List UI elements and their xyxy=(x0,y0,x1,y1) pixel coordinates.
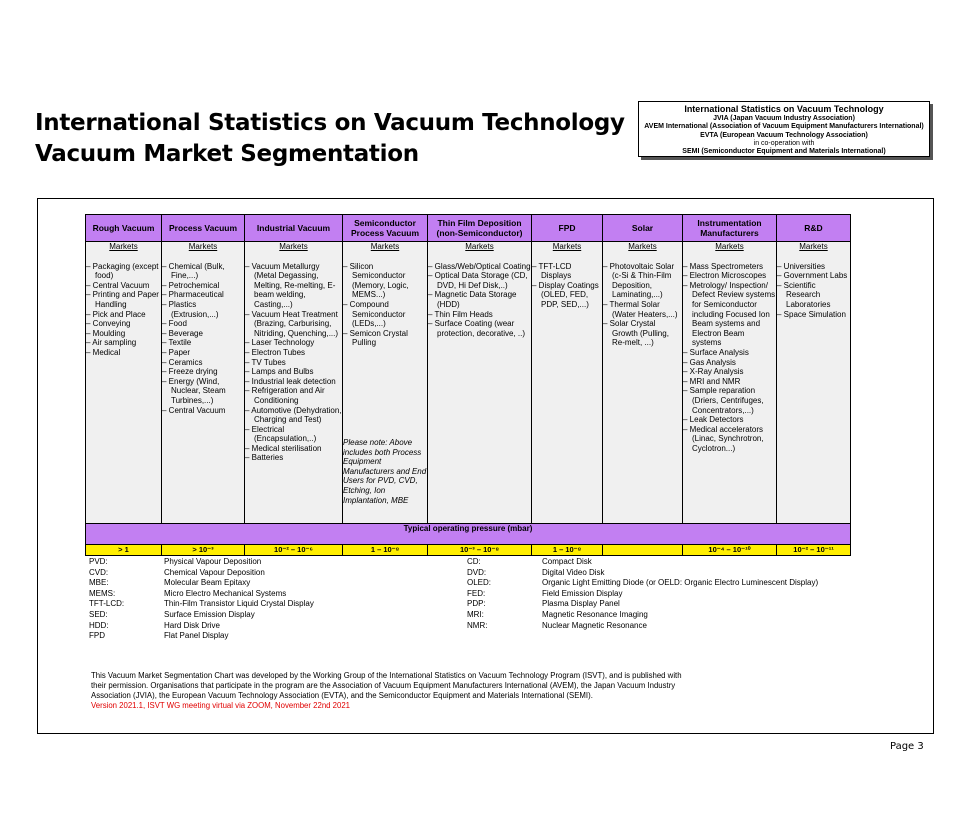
abbreviation-key: FPD xyxy=(89,631,105,641)
abbreviation-key: MBE: xyxy=(89,578,109,588)
pressure-value: 10⁻³ – 10⁻⁸ xyxy=(428,545,532,556)
market-cell xyxy=(162,242,245,524)
market-item: – Scientific Research Laboratories xyxy=(777,281,850,310)
markets-label: Markets xyxy=(188,242,218,251)
pressure-values-row xyxy=(86,545,851,556)
market-item: – Electrical (Encapsulation,..) xyxy=(245,425,342,444)
market-item: – Freeze drying xyxy=(162,367,244,377)
market-item: – Conveying xyxy=(86,319,161,329)
pressure-label: Typical operating pressure (mbar) xyxy=(86,524,851,545)
pressure-value: 1 – 10⁻⁸ xyxy=(343,545,428,556)
abbreviation-row xyxy=(89,631,314,642)
market-item: – Packaging (except food) xyxy=(86,262,161,281)
market-item: – Optical Data Storage (CD, DVD, Hi Def Disk,..) xyxy=(428,271,531,290)
market-list xyxy=(86,262,161,358)
abbreviation-key: PDP: xyxy=(467,599,486,609)
pressure-value: > 1 xyxy=(86,545,162,556)
market-item: – Space Simulation xyxy=(777,310,850,320)
market-cell xyxy=(86,242,162,524)
market-item: – Medical accelerators (Linac, Synchrotron, Cyclotron...) xyxy=(683,425,776,454)
markets-label: Markets xyxy=(370,242,400,251)
market-list xyxy=(343,262,427,348)
market-item: – Surface Coating (wear protection, decorative, ..) xyxy=(428,319,531,338)
market-item: – Leak Detectors xyxy=(683,415,776,425)
market-item: – Industrial leak detection xyxy=(245,377,342,387)
version-text: Version 2021.1, ISVT WG meeting virtual via ZOOM, November 22nd 2021 xyxy=(91,701,351,710)
footnote-block xyxy=(91,671,691,711)
abbreviation-row xyxy=(467,621,818,632)
abbreviation-row xyxy=(89,610,314,621)
badge-line-4: in co-operation with xyxy=(753,139,815,147)
semiconductor-note: Please note: Above includes both Process Equipment Manufacturers and End Users for PVD, CVD, Etching, Ion Implantation, MBE xyxy=(343,437,427,505)
market-item: – Electron Tubes xyxy=(245,348,342,358)
market-list xyxy=(532,262,602,310)
market-list xyxy=(603,262,682,348)
pressure-value: 10⁻⁴ – 10⁻¹⁰ xyxy=(683,545,777,556)
header-cell: Semiconductor Process Vacuum xyxy=(343,215,428,242)
market-item: – Ceramics xyxy=(162,358,244,368)
badge-line-2: AVEM International (Association of Vacuum Equipment Manufacturers International) xyxy=(644,123,924,131)
page-number: Page 3 xyxy=(890,741,924,752)
market-item: – Display Coatings (OLED, FED, PDP, SED,...) xyxy=(532,281,602,310)
market-item: – TFT-LCD Displays xyxy=(532,262,602,281)
pressure-value: 10⁻² – 10⁻¹¹ xyxy=(777,545,851,556)
abbreviation-row xyxy=(467,578,818,589)
market-item: – Thin Film Heads xyxy=(428,310,531,320)
footnote-text: This Vacuum Market Segmentation Chart was developed by the Working Group of the International Statistics on Vacuum Technology Program (ISVT), and is published with their permission. Organisations that participate in the program are the Association of Vacuum Equipment Manufacturers International (AVEM), the Japan Vacuum Industry Association (JVIA), the European Vacuum Technology Association (EVTA), and the Semiconductor Equipment and Materials International (SEMI). xyxy=(91,671,682,700)
abbreviation-value: Surface Emission Display xyxy=(164,609,255,619)
abbreviation-key: HDD: xyxy=(89,620,109,630)
market-item: – Thermal Solar (Water Heaters,...) xyxy=(603,300,682,319)
market-cell xyxy=(777,242,851,524)
market-item: – Metrology/ Inspection/ Defect Review systems for Semiconductor including Focused Ion Beam systems and Electron Beam systems xyxy=(683,281,776,348)
abbreviation-row xyxy=(89,589,314,600)
market-item: – Electron Microscopes xyxy=(683,271,776,281)
markets-row xyxy=(86,242,851,524)
market-item: – Automotive (Dehydration, Charging and Test) xyxy=(245,406,342,425)
market-list xyxy=(428,262,531,339)
market-item: – Beverage xyxy=(162,329,244,339)
abbreviation-row xyxy=(89,568,314,579)
header-cell: Instrumentation Manufacturers xyxy=(683,215,777,242)
pressure-value: 10⁻² – 10⁻⁶ xyxy=(245,545,343,556)
market-item: – Silicon Semiconductor (Memory, Logic, MEMS...) xyxy=(343,262,427,300)
abbreviation-row xyxy=(89,578,314,589)
market-cell xyxy=(428,242,532,524)
abbreviation-row xyxy=(467,589,818,600)
badge-line-1: JVIA (Japan Vacuum Industry Association) xyxy=(713,115,855,122)
abbreviation-key: MEMS: xyxy=(89,588,116,598)
abbreviation-key: TFT-LCD: xyxy=(89,599,125,609)
abbreviation-key: MRI: xyxy=(467,609,484,619)
abbreviation-value: Micro Electro Mechanical Systems xyxy=(164,588,287,598)
market-item: – Energy (Wind, Nuclear, Steam Turbines,...) xyxy=(162,377,244,406)
abbreviation-key: PVD: xyxy=(89,557,108,566)
abbreviation-value: Flat Panel Display xyxy=(164,631,229,641)
abbreviations-right xyxy=(467,557,818,631)
markets-label: Markets xyxy=(628,242,657,251)
market-item: – Pharmaceutical xyxy=(162,290,244,300)
market-item: – MRI and NMR xyxy=(683,377,776,387)
badge-line-5: SEMI (Semiconductor Equipment and Materials International) xyxy=(682,148,886,156)
abbreviation-value: Compact Disk xyxy=(542,557,592,566)
pressure-value xyxy=(603,545,683,556)
header-cell: Process Vacuum xyxy=(162,215,245,242)
market-cell xyxy=(683,242,777,524)
market-item: – X-Ray Analysis xyxy=(683,367,776,377)
markets-label: Markets xyxy=(715,242,744,251)
page-title xyxy=(35,108,625,170)
abbreviation-value: Thin-Film Transistor Liquid Crystal Display xyxy=(164,599,314,609)
market-item: – Refrigeration and Air Conditioning xyxy=(245,386,342,405)
market-item: – Paper xyxy=(162,348,244,358)
market-item: – Vacuum Heat Treatment (Brazing, Carburising, Nitriding, Quenching,...) xyxy=(245,310,342,339)
abbreviation-row xyxy=(89,621,314,632)
abbreviation-value: Digital Video Disk xyxy=(542,567,605,577)
abbreviation-value: Organic Light Emitting Diode (or OELD: Organic Electro Luminescent Display) xyxy=(542,578,819,588)
abbreviation-key: CD: xyxy=(467,557,481,566)
market-list xyxy=(777,262,850,320)
market-item: – Magnetic Data Storage (HDD) xyxy=(428,290,531,309)
header-row xyxy=(86,215,851,242)
pressure-label-row xyxy=(86,524,851,545)
badge-line-3: EVTA (European Vacuum Technology Association) xyxy=(700,131,868,139)
abbreviation-row xyxy=(89,557,314,568)
market-item: – Government Labs xyxy=(777,271,850,281)
market-item: – Medical sterilisation xyxy=(245,444,342,454)
abbreviation-key: SED: xyxy=(89,609,108,619)
market-item: – Chemical (Bulk, Fine,...) xyxy=(162,262,244,281)
market-item: – Glass/Web/Optical Coating xyxy=(428,262,531,272)
abbreviation-key: CVD: xyxy=(89,567,109,577)
market-item: – Vacuum Metallurgy (Metal Degassing, Melting, Re-melting, E-beam welding, Casting,...) xyxy=(245,262,342,310)
market-item: – Moulding xyxy=(86,329,161,339)
abbreviation-value: Plasma Display Panel xyxy=(542,599,620,609)
market-list xyxy=(162,262,244,416)
abbreviation-key: FED: xyxy=(467,588,486,598)
abbreviation-value: Chemical Vapour Deposition xyxy=(164,567,265,577)
markets-label: Markets xyxy=(465,242,494,251)
abbreviation-key: OLED: xyxy=(467,578,492,588)
market-item: – Semicon Crystal Pulling xyxy=(343,329,427,348)
abbreviations-left xyxy=(89,557,314,642)
pressure-value: > 10⁻³ xyxy=(162,545,245,556)
header-cell: Industrial Vacuum xyxy=(245,215,343,242)
header-cell: Solar xyxy=(603,215,683,242)
market-item: – Plastics (Extrusion,...) xyxy=(162,300,244,319)
market-item: – Solar Crystal Growth (Pulling, Re-melt, ...) xyxy=(603,319,682,348)
title-line-1: International Statistics on Vacuum Technology xyxy=(35,110,625,136)
abbreviation-row xyxy=(467,568,818,579)
markets-label: Markets xyxy=(552,242,582,251)
abbreviation-row xyxy=(467,610,818,621)
market-item: – Compound Semiconductor (LEDs,...) xyxy=(343,300,427,329)
abbreviation-value: Molecular Beam Epitaxy xyxy=(164,578,251,588)
abbreviation-key: NMR: xyxy=(467,620,488,630)
abbreviation-value: Magnetic Resonance Imaging xyxy=(542,609,648,619)
abbreviation-row xyxy=(467,557,818,568)
market-item: – TV Tubes xyxy=(245,358,342,368)
isvt-badge xyxy=(638,101,930,157)
market-cell xyxy=(603,242,683,524)
market-item: – Medical xyxy=(86,348,161,358)
header-cell: R&D xyxy=(777,215,851,242)
header-cell: Rough Vacuum xyxy=(86,215,162,242)
market-list xyxy=(683,262,776,454)
abbreviation-value: Hard Disk Drive xyxy=(164,620,221,630)
abbreviation-row xyxy=(89,599,314,610)
market-item: – Lamps and Bulbs xyxy=(245,367,342,377)
pressure-value: 1 – 10⁻⁸ xyxy=(532,545,603,556)
abbreviation-value: Physical Vapour Deposition xyxy=(164,557,262,566)
header-cell: Thin Film Deposition (non-Semiconductor) xyxy=(428,215,532,242)
market-item: – Pick and Place xyxy=(86,310,161,320)
market-item: – Batteries xyxy=(245,453,342,463)
markets-label: Markets xyxy=(279,242,308,251)
abbreviation-value: Nuclear Magnetic Resonance xyxy=(542,620,647,630)
market-item: – Air sampling xyxy=(86,338,161,348)
markets-label: Markets xyxy=(799,242,828,251)
market-cell xyxy=(245,242,343,524)
abbreviation-row xyxy=(467,599,818,610)
title-line-2: Vacuum Market Segmentation xyxy=(35,141,419,167)
abbreviation-value: Field Emission Display xyxy=(542,588,623,598)
header-cell: FPD xyxy=(532,215,603,242)
market-list xyxy=(245,262,342,463)
market-item: – Textile xyxy=(162,338,244,348)
market-item: – Central Vacuum xyxy=(162,406,244,416)
market-item: – Gas Analysis xyxy=(683,358,776,368)
market-item: – Laser Technology xyxy=(245,338,342,348)
market-cell xyxy=(343,242,428,524)
market-item: – Food xyxy=(162,319,244,329)
markets-label: Markets xyxy=(109,242,138,251)
abbreviation-key: DVD: xyxy=(467,567,487,577)
segmentation-table xyxy=(85,214,851,556)
badge-title: International Statistics on Vacuum Technology xyxy=(684,104,884,114)
market-item: – Universities xyxy=(777,262,850,272)
market-item: – Surface Analysis xyxy=(683,348,776,358)
market-item: – Printing and Paper Handling xyxy=(86,290,161,309)
market-item: – Mass Spectrometers xyxy=(683,262,776,272)
market-item: – Central Vacuum xyxy=(86,281,161,291)
market-item: – Petrochemical xyxy=(162,281,244,291)
market-item: – Photovoltaic Solar (c-Si & Thin-Film Deposition, Laminating,...) xyxy=(603,262,682,300)
market-item: – Sample reparation (Driers, Centrifuges, Concentrators,...) xyxy=(683,386,776,415)
market-cell xyxy=(532,242,603,524)
